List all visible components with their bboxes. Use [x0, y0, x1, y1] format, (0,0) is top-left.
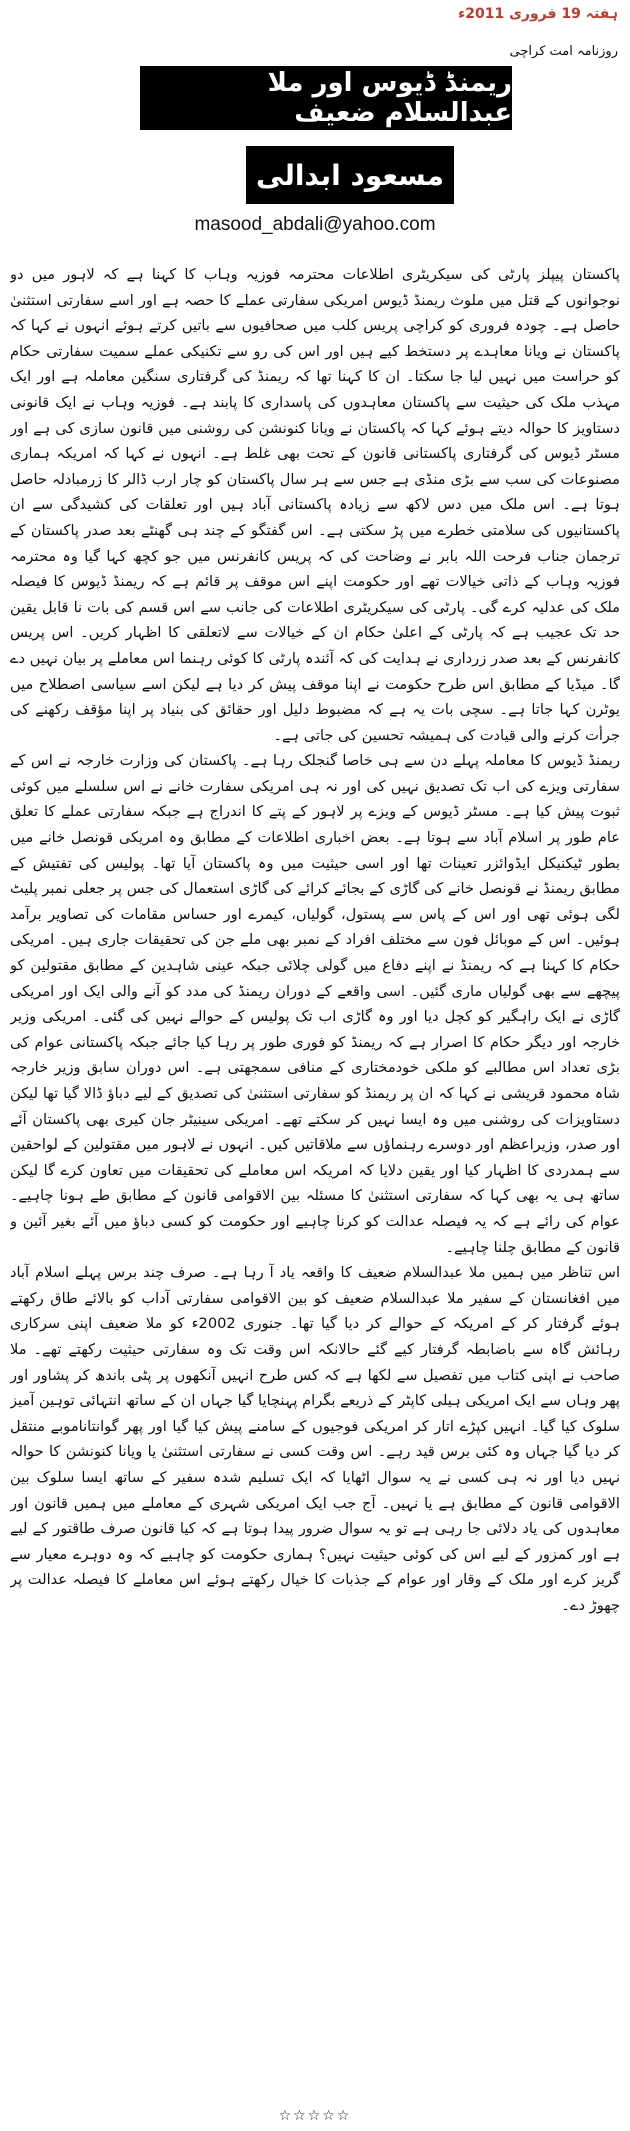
end-separator: ☆☆☆☆☆ [278, 2108, 352, 2124]
newspaper-source: روزنامہ امت کراچی [509, 44, 618, 59]
article-paragraph: اس تناظر میں ہمیں ملا عبدالسلام ضعیف کا واقعہ یاد آ رہا ہے۔ صرف چند برس پہلے اسلام آباد میں افغانستان کے سفیر ملا عبدالسلام ضعیف کو بین الاقوامی سفارتی آداب کو بالائے طاق رکھتے ہوئے گرفتار کر کے امریکہ کے حوالے کر دیا گیا تھا۔ جنوری 2002ء کو ملا ضعیف اپنی سرکاری رہائش گاہ سے باضابطہ گرفتار کیے گئے حالانکہ اس وقت تک وہ سفارتی حیثیت رکھتے تھے۔ ملا صاحب نے اپنی کتاب میں تفصیل سے لکھا ہے کہ کس طرح انہیں آنکھوں پر پٹی باندھ کر پشاور اور پھر وہاں سے ایک امریکی ہیلی کاپٹر کے ذریعے بگرام پہنچایا گیا جہاں ان کے ساتھ انتہائی توہین آمیز سلوک کیا گیا۔ انہیں کپڑے اتار کر امریکی فوجیوں کے سامنے پیش کیا گیا اور پھر گوانتاناموبے منتقل کر دیا گیا جہاں وہ کئی برس قید رہے۔ اس وقت کسی نے سفارتی استثنیٰ یا ویانا کنونشن کا حوالہ نہیں دیا اور نہ ہی کسی نے یہ سوال اٹھایا کہ ایک تسلیم شدہ سفیر کے ساتھ ایسا سلوک بین الاقوامی قانون کے مطابق ہے یا نہیں۔ آج جب ایک امریکی شہری کے معاملے میں ہمیں قانون اور معاہدوں کی یاد دلائی جا رہی ہے تو یہ سوال ضرور پیدا ہوتا ہے کہ کیا قانون صرف طاقتور کے لیے ہے اور کمزور کے لیے اس کی کوئی حیثیت نہیں؟ ہماری حکومت کو چاہیے کہ وہ دوہرے معیار سے گریز کرے اور ملک کے وقار اور عوام کے جذبات کا خیال رکھتے ہوئے اس معاملے کا فیصلہ عدالت پر چھوڑ دے۔ [10, 1264, 620, 1614]
headline-text: ریمنڈ ڈیوس اور ملا عبدالسلام ضعیف [267, 68, 512, 128]
article-paragraph: پاکستان پیپلز پارٹی کی سیکریٹری اطلاعات محترمہ فوزیہ وہاب کا کہنا ہے کہ لاہور میں دو نوجوانوں کے قتل میں ملوث ریمنڈ ڈیوس امریکی سفارتی عملے کا حصہ ہے اور اسے سفارتی استثنیٰ حاصل ہے۔ چودہ فروری کو کراچی پریس کلب میں صحافیوں سے باتیں کرتے ہوئے انہوں نے کہا کہ پاکستان نے ویانا معاہدے پر دستخط کیے ہیں اور اس کی رو سے تکنیکی عملے سمیت سفارتی حکام کو حراست میں نہیں لیا جا سکتا۔ ان کا کہنا تھا کہ ریمنڈ کی گرفتاری سنگین معاملہ ہے اور ایک مہذب ملک کی حیثیت سے پاکستان معاہدوں کی پاسداری کا پابند ہے۔ فوزیہ وہاب نے ایک قانونی دستاویز کا حوالہ دیتے ہوئے کہا کہ پاکستان نے ویانا کنونشن کی روشنی میں قانون سازی کی ہے اور مسٹر ڈیوس کی گرفتاری پاکستانی قانون کے تحت بھی غلط ہے۔ انہوں نے کہا کہ امریکہ ہماری مصنوعات کی سب سے بڑی منڈی ہے جس سے ہر سال پاکستان کو چار ارب ڈالر کا زرمبادلہ حاصل ہوتا ہے۔ اس ملک میں دس لاکھ سے زیادہ پاکستانی آباد ہیں اور تعلقات کی کشیدگی سے ان پاکستانیوں کی سلامتی خطرے میں پڑ سکتی ہے۔ اس گفتگو کے چند ہی گھنٹے بعد صدر پاکستان کے ترجمان جناب فرحت اللہ بابر نے وضاحت کی کہ پریس کانفرنس میں جو کچھ کہا گیا وہ محترمہ فوزیہ وہاب کے ذاتی خیالات تھے اور حکومت اپنے اس موقف پر قائم ہے کہ ریمنڈ ڈیوس کا فیصلہ ملک کی عدلیہ کرے گی۔ پارٹی کی سیکریٹری اطلاعات کی جانب سے اس قسم کی بات نا قابل یقین حد تک عجیب ہے کہ پارٹی کے اعلیٰ حکام ان کے خیالات سے لاتعلقی کا اظہار کریں۔ اس پریس کانفرنس کے بعد صدر زرداری نے ہدایت کی کہ آئندہ پارٹی کا کوئی رہنما اس معاملے پر بیان نہیں دے گا۔ میڈیا کے مطابق اس طرح حکومت نے اپنا موقف پیش کر دیا ہے لیکن اسے سیاسی اصطلاح میں یوٹرن کہا جاتا ہے۔ سچی بات یہ ہے کہ مضبوط دلیل اور حقائق کی بنیاد پر اپنا مؤقف رکھنے کی جرأت کرنے والی قیادت کی ہمیشہ تحسین کی جاتی ہے۔ [10, 266, 620, 744]
author-email: masood_abdali@yahoo.com [194, 214, 436, 235]
article-body [10, 262, 620, 2112]
article-paragraph: ریمنڈ ڈیوس کا معاملہ پہلے دن سے ہی خاصا گنجلک رہا ہے۔ پاکستان کی وزارت خارجہ نے اس کے سفارتی ویزے کی اب تک تصدیق نہیں کی اور نہ ہی امریکی سفارت خانے نے اس سلسلے میں کوئی ثبوت پیش کیا ہے۔ مسٹر ڈیوس کے ویزے پر لاہور کے پتے کا اندراج ہے جبکہ سفارتی عملے کا تعلق عام طور پر اسلام آباد سے ہوتا ہے۔ بعض اخباری اطلاعات کے مطابق وہ امریکی قونصل خانے میں بطور ٹیکنیکل ایڈوائزر تعینات تھا اور اسی حیثیت میں وہ پاکستان آیا تھا۔ پولیس کی تفتیش کے مطابق ریمنڈ نے قونصل خانے کی گاڑی کے بجائے کرائے کی گاڑی استعمال کی جس پر جعلی نمبر پلیٹ لگی ہوئی تھی اور اس کے پاس سے پستول، گولیاں، کیمرے اور حساس مقامات کی تصاویر برآمد ہوئیں۔ اس کے موبائل فون سے مختلف افراد کے نمبر بھی ملے جن کی تحقیقات جاری ہیں۔ امریکی حکام کا کہنا ہے کہ ریمنڈ نے اپنے دفاع میں گولی چلائی جبکہ عینی شاہدین کے مطابق مقتولین کو پیچھے سے بھی گولیاں ماری گئیں۔ اسی واقعے کے دوران ریمنڈ کی مدد کو آنے والی ایک اور امریکی گاڑی نے ایک راہگیر کو کچل دیا اور وہ گاڑی اب تک پولیس کے حوالے نہیں کی گئی۔ امریکی وزیر خارجہ اور دیگر حکام کا اصرار ہے کہ ریمنڈ کو فوری طور پر رہا کیا جائے جبکہ پاکستانی عوام کی بڑی تعداد اس مطالبے کو ملکی خودمختاری کے منافی سمجھتی ہے۔ اس دوران سابق وزیر خارجہ شاہ محمود قریشی نے کہا کہ ان پر ریمنڈ کو سفارتی استثنیٰ کی تصدیق کے لیے دباؤ ڈالا گیا تھا لیکن دستاویزات کی روشنی میں وہ ایسا نہیں کر سکتے تھے۔ امریکی سینیٹر جان کیری بھی پاکستان آئے اور صدر، وزیراعظم اور دوسرے رہنماؤں سے ملاقاتیں کیں۔ انہوں نے لاہور میں مقتولین کے لواحقین سے ہمدردی کا اظہار کیا اور یقین دلایا کہ امریکہ اس معاملے کی تحقیقات میں تعاون کرے گا لیکن ساتھ ہی یہ بھی کہا کہ سفارتی استثنیٰ کا مسئلہ بین الاقوامی قانون کے مطابق طے ہونا چاہیے۔ عوام کی رائے ہے کہ یہ فیصلہ عدالت کو کرنا چاہیے اور حکومت کو کسی دباؤ میں آئے بغیر آئین و قانون کے مطابق چلنا چاہیے۔ [10, 752, 620, 1256]
headline-banner [140, 66, 512, 130]
author-name: مسعود ابدالی [255, 158, 445, 192]
publication-date: ہفتہ 19 فروری 2011ء [458, 6, 618, 22]
author-banner [246, 146, 454, 204]
